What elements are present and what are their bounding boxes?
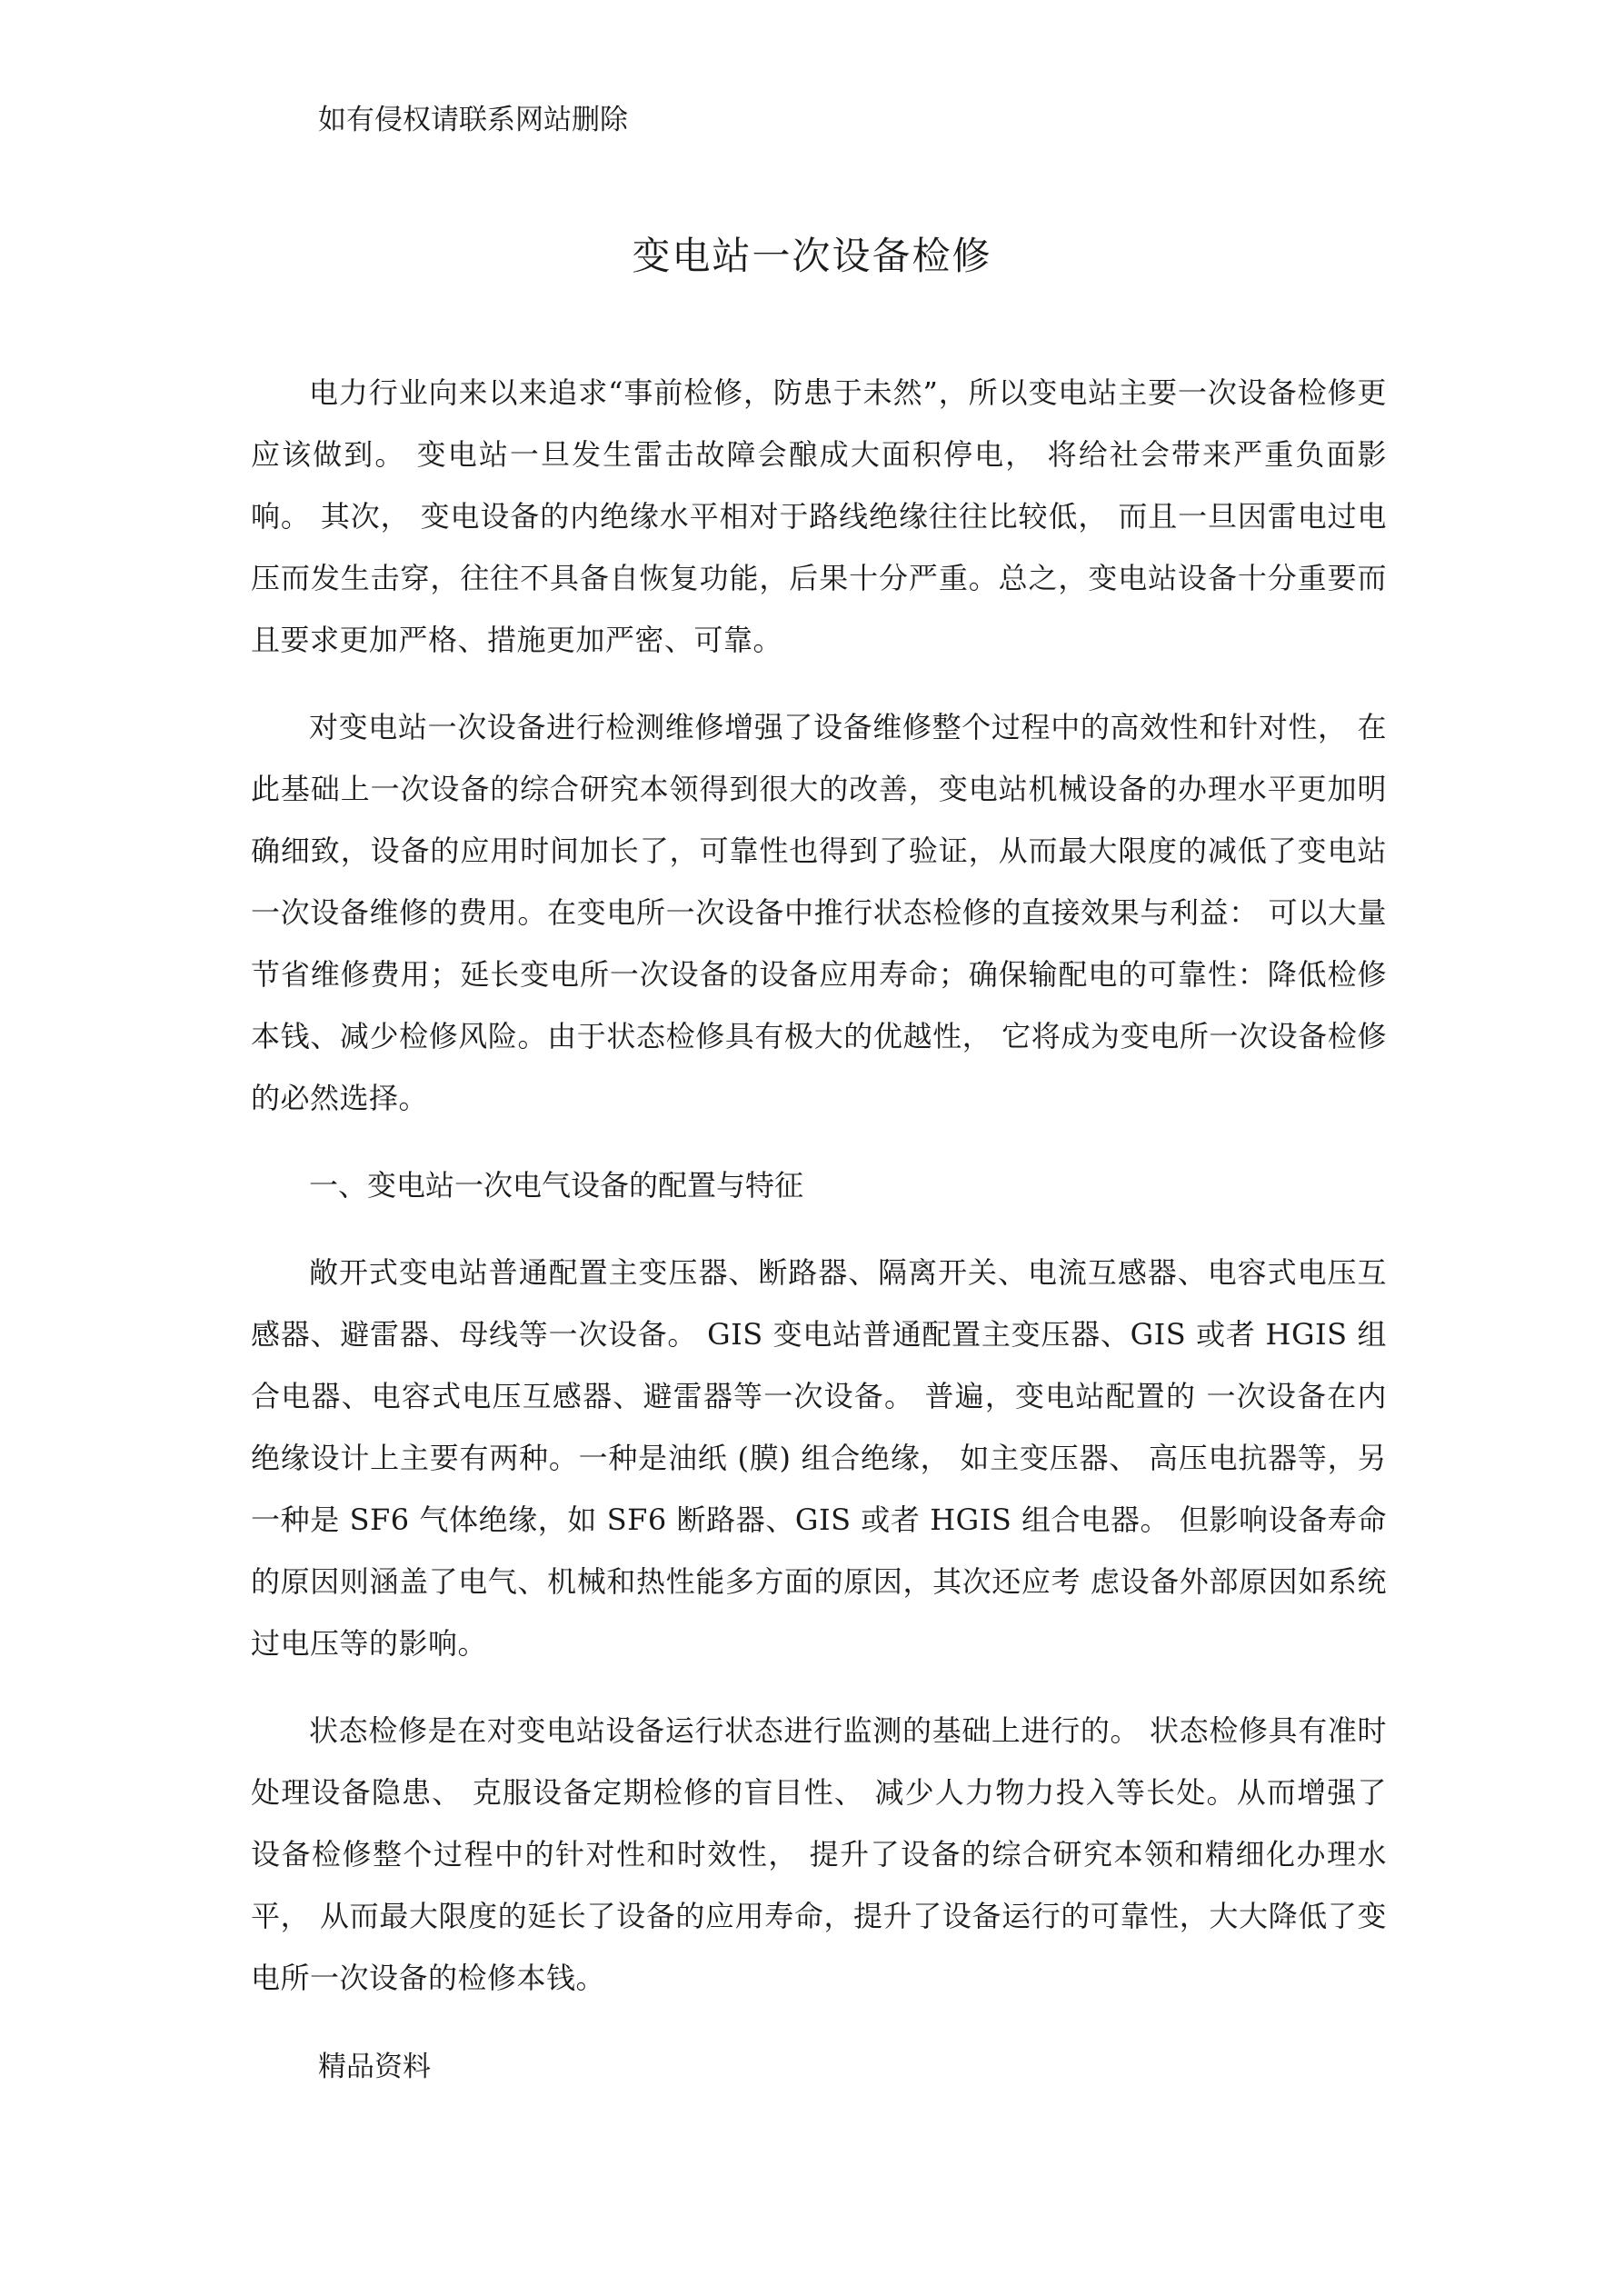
footer-note: 精品资料 (318, 2051, 431, 2083)
paragraph-configuration: 敞开式变电站普通配置主变压器、断路器、隔离开关、电流互感器、电容式电压互感器、避雷器、母线等一次设备。 GIS 变电站普通配置主变压器、GIS 或者 HGIS 组合电器、电容式电压互感器、避雷器等一次设备。 普遍，变电站配置的 一次设备在内绝缘设计上主要有两种。一种是油纸 (膜) 组合绝缘， 如主变压器、 高压电抗器等，另一种是 SF6 气体绝缘，如 SF6 断路器、GIS 或者 HGIS 组合电器。 但影响设备寿命的原因则涵盖了电气、机械和热性能多方面的原因，其次还应考 虑设备外部原因如系统过电压等的影响。 (251, 1255, 1387, 1661)
paragraph-condition-maintenance: 状态检修是在对变电站设备运行状态进行监测的基础上进行的。 状态检修具有准时处理设备隐患、 克服设备定期检修的盲目性、 减少人力物力投入等长处。从而增强了设备检修整个过程中的针对性和时效性， 提升了设备的综合研究本领和精细化办理水平， 从而最大限度的延长了设备的应用寿命，提升了设备运行的可靠性，大大降低了变电所一次设备的检修本钱。 (251, 1713, 1387, 1995)
header-note: 如有侵权请联系网站删除 (318, 104, 628, 136)
paragraph-intro: 电力行业向来以来追求“事前检修，防患于未然”，所以变电站主要一次设备检修更应该做到。 变电站一旦发生雷击故障会酿成大面积停电， 将给社会带来严重负面影响。 其次， 变电设备的内绝缘水平相对于路线绝缘往往比较低， 而且一旦因雷电过电压而发生击穿，往往不具备自恢复功能，后果十分严重。总之，变电站设备十分重要而且要求更加严格、措施更加严密、可靠。 (251, 375, 1387, 657)
section-heading: 一、变电站一次电气设备的配置与特征 (309, 1168, 804, 1203)
document-body (251, 362, 1387, 2034)
paragraph-benefits: 对变电站一次设备进行检测维修增强了设备维修整个过程中的高效性和针对性， 在此基础上一次设备的综合研究本领得到很大的改善，变电站机械设备的办理水平更加明确细致，设备的应用时间加长了，可靠性也得到了验证，从而最大限度的减低了变电站一次设备维修的费用。在变电所一次设备中推行状态检修的直接效果与利益： 可以大量节省维修费用；延长变电所一次设备的设备应用寿命；确保输配电的可靠性：降低检修本钱、减少检修风险。由于状态检修具有极大的优越性， 它将成为变电所一次设备检修的必然选择。 (251, 710, 1387, 1115)
page-title: 变电站一次设备检修 (632, 234, 992, 278)
